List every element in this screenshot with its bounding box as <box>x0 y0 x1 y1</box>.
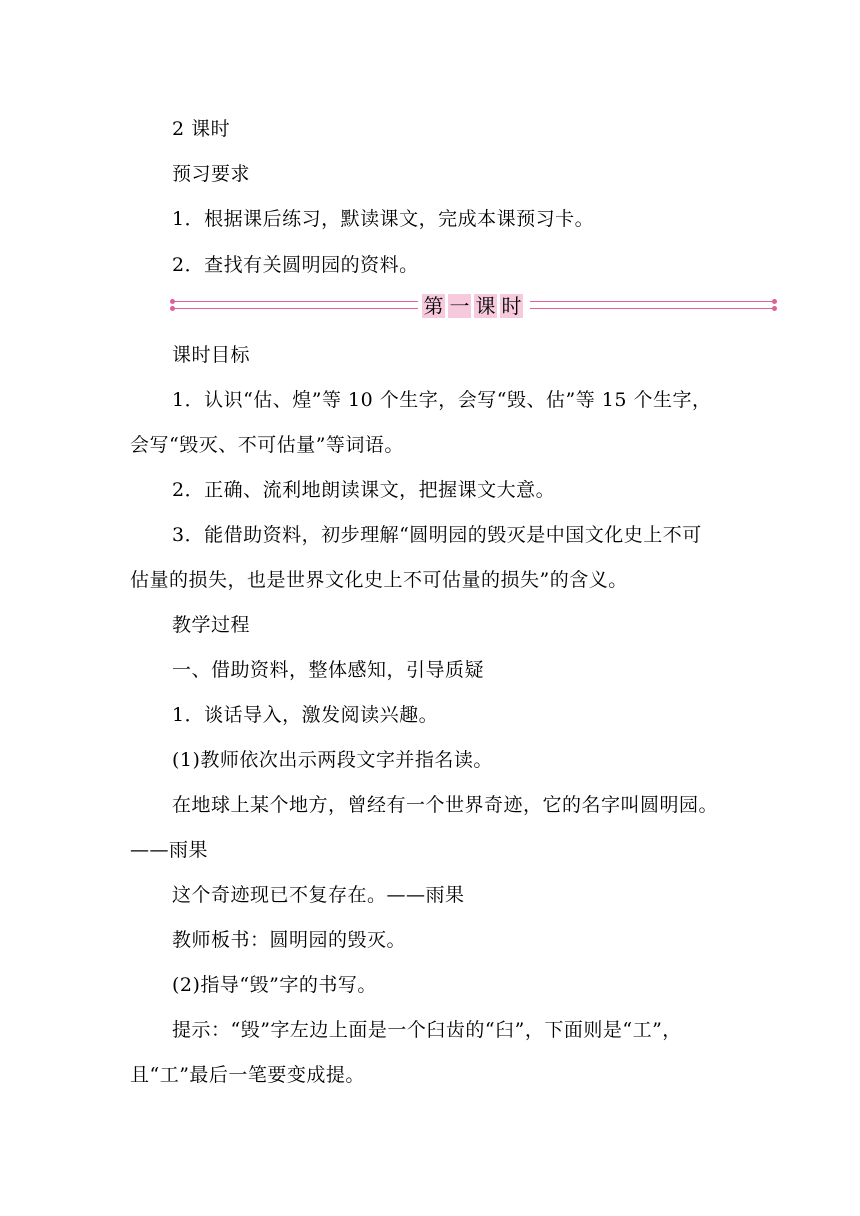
banner-dot-right-bottom <box>772 306 777 311</box>
banner-title-char: 第 <box>423 294 444 318</box>
lesson-duration: 2 课时 <box>172 118 231 140</box>
step-1-sub-1: (1)教师依次出示两段文字并指名读。 <box>172 749 493 771</box>
quote-1: 在地球上某个地方，曾经有一个世界奇迹，它的名字叫圆明园。 <box>172 794 719 816</box>
objective-3: 3．能借助资料，初步理解“圆明园的毁灭是中国文化史上不可 <box>172 524 702 546</box>
objective-1: 1．认识“估、煌”等 10 个生字，会写“毁、估”等 15 个生字， <box>172 389 712 411</box>
banner-title-char: 一 <box>449 294 470 318</box>
quote-1-attribution: ——雨果 <box>130 839 209 861</box>
process-heading: 教学过程 <box>172 614 251 636</box>
board-writing: 教师板书：圆明园的毁灭。 <box>172 929 407 951</box>
section-banner <box>170 292 778 322</box>
objective-2: 2．正确、流利地朗读课文，把握课文大意。 <box>172 479 556 501</box>
section-one-heading: 一、借助资料，整体感知，引导质疑 <box>172 659 485 681</box>
banner-dot-right-top <box>772 299 777 304</box>
banner-rule-right-bottom <box>530 308 774 309</box>
hint: 提示：“毁”字左边上面是一个臼齿的“臼”，下面则是“工”， <box>172 1019 682 1041</box>
quote-2: 这个奇迹现已不复存在。——雨果 <box>172 884 465 906</box>
banner-dot-left-bottom <box>170 306 175 311</box>
objective-1-continued: 会写“毁灭、不可估量”等词语。 <box>130 434 404 456</box>
step-1-sub-2: (2)指导“毁”字的书写。 <box>172 974 377 996</box>
banner-title-char: 课 <box>475 294 496 318</box>
step-1: 1．谈话导入，激发阅读兴趣。 <box>172 704 439 726</box>
objective-3-continued: 估量的损失，也是世界文化史上不可估量的损失”的含义。 <box>130 569 628 591</box>
hint-continued: 且“工”最后一笔要变成提。 <box>130 1064 365 1086</box>
preview-item-2: 2．查找有关圆明园的资料。 <box>172 254 419 276</box>
banner-title-char: 时 <box>501 294 522 318</box>
preview-item-1: 1．根据课后练习，默读课文，完成本课预习卡。 <box>172 208 595 230</box>
banner-rule-right-top <box>530 301 774 302</box>
banner-title <box>422 294 523 320</box>
banner-rule-left-bottom <box>174 308 418 309</box>
objectives-heading: 课时目标 <box>172 344 251 366</box>
banner-rule-left-top <box>174 301 418 302</box>
banner-dot-left-top <box>170 299 175 304</box>
preview-heading: 预习要求 <box>172 163 251 185</box>
